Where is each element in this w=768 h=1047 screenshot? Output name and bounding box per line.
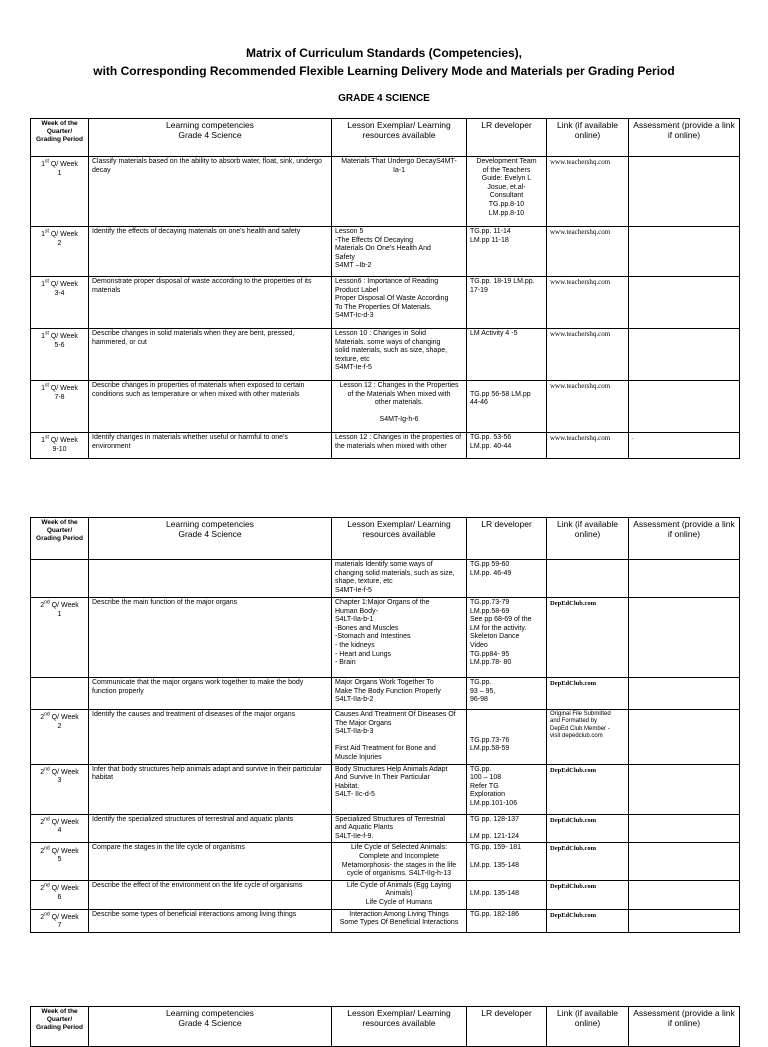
lesson-line: other materials.	[374, 399, 424, 407]
lesson-cell	[332, 909, 467, 933]
resource-link[interactable]: DepEdClub.com	[550, 766, 597, 774]
lesson-cell	[332, 277, 467, 329]
note-line: visit depedclub.com	[550, 732, 603, 739]
header-lr-developer: LR developer	[467, 119, 547, 157]
lesson-line: -Stomach and Intestines	[335, 633, 411, 641]
table-row	[31, 764, 740, 814]
header-competencies: Learning competencies Grade 4 Science	[89, 518, 332, 560]
lr-line: LM.pp.8-10	[488, 209, 525, 217]
lr-line	[470, 711, 543, 720]
week-cell	[31, 678, 89, 710]
lr-line: Video	[470, 641, 488, 649]
competency-cell: Infer that body structures help animals adapt and survive in their particular habitat	[89, 764, 332, 814]
resource-link[interactable]: DepEdClub.com	[550, 882, 597, 890]
link-cell[interactable]	[547, 880, 629, 909]
week-number: 5-6	[54, 341, 65, 349]
lesson-cell	[332, 843, 467, 880]
table-row	[31, 880, 740, 909]
lr-line: TG pp. 128-137	[470, 815, 520, 823]
lesson-line: Life Cycle of Animals (Egg Laying	[346, 881, 452, 889]
link-cell[interactable]	[547, 157, 629, 227]
lesson-line: Causes And Treatment Of Diseases Of	[335, 711, 456, 718]
lr-developer-cell	[467, 909, 547, 933]
lesson-cell	[332, 227, 467, 277]
competency-table-3	[30, 1006, 740, 1047]
lesson-line: Materials On One's Health And	[335, 245, 431, 253]
resource-link[interactable]: www.teachershq.com	[550, 158, 611, 166]
lr-line: 100 – 108	[470, 774, 502, 782]
lr-line: TG.pp 59-60	[470, 561, 510, 568]
lesson-line: Metamorphosis- the stages in the life	[341, 861, 457, 869]
link-cell[interactable]	[547, 678, 629, 710]
lr-line: 96-98	[470, 696, 488, 704]
lesson-line: Make The Body Function Properly	[335, 687, 441, 695]
note-line: Original File Submitted	[550, 711, 611, 717]
competency-cell: Identify changes in materials whether useful or harmful to one's environment	[89, 433, 332, 459]
resource-link[interactable]: www.teachershq.com	[550, 278, 611, 286]
note-line: and Formatted by	[550, 718, 598, 725]
week-number: 6	[57, 893, 62, 901]
lr-line	[470, 882, 543, 891]
week-number: 7-8	[54, 393, 65, 401]
lesson-line: S4MT-Ig-h-6	[379, 416, 419, 424]
link-cell	[547, 560, 629, 598]
week-cell	[31, 560, 89, 598]
week-cell	[31, 909, 89, 933]
lesson-line: Interaction Among Living Things	[349, 910, 449, 918]
table-row	[31, 227, 740, 277]
resource-link[interactable]: www.teachershq.com	[550, 228, 611, 236]
lr-line: TG.pp.73-79	[470, 599, 510, 606]
week-label: 2nd Q/ Week	[40, 845, 79, 855]
lesson-line: Habitat.	[335, 782, 360, 790]
table-row	[31, 598, 740, 678]
week-number: 5	[57, 856, 62, 864]
lr-line: LM.pp.58-59	[470, 745, 510, 753]
lesson-line: Life Cycle of Humans	[365, 898, 433, 906]
lr-line: TG.pp.73-76	[470, 736, 510, 744]
competency-cell: Describe changes in solid materials when they are bent, pressed, hammered, or cut	[89, 329, 332, 381]
lesson-line: materials Identify some ways of	[335, 561, 433, 568]
lesson-line: - Heart and Lungs	[335, 650, 392, 658]
lesson-line: S4LT-IIa-b-2	[335, 696, 374, 704]
lr-line: TG.pp. 18-19 LM.pp.	[470, 278, 535, 285]
competency-table-2	[30, 517, 740, 933]
lesson-line: First Aid Treatment for Bone and	[335, 745, 436, 753]
header-week: Week of the Quarter/ Grading Period	[31, 1007, 89, 1047]
assessment-cell	[629, 814, 740, 843]
lesson-line: Chapter 1:Major Organs of the	[335, 599, 430, 606]
assessment-cell	[629, 710, 740, 765]
lr-line: Guide: Evelyn L	[481, 175, 532, 183]
week-cell	[31, 227, 89, 277]
week-label: 2nd Q/ Week	[40, 600, 79, 610]
assessment-cell	[629, 843, 740, 880]
lesson-cell	[332, 433, 467, 459]
lesson-line: -Bones and Muscles	[335, 624, 399, 632]
link-cell[interactable]	[547, 764, 629, 814]
lr-line: TG.pp. 182-186	[470, 910, 520, 918]
header-competencies: Learning competencies Grade 4 Science	[89, 1007, 332, 1047]
lesson-cell	[332, 814, 467, 843]
lr-line: LM.pp.101-106	[470, 799, 518, 807]
table-row	[31, 560, 740, 598]
week-label: 1st Q/ Week	[41, 159, 78, 169]
resource-link[interactable]: DepEdClub.com	[550, 845, 597, 853]
week-cell	[31, 157, 89, 227]
lr-developer-cell	[467, 598, 547, 678]
lesson-line: The Major Organs	[335, 719, 392, 727]
lesson-line: - Brain	[335, 659, 356, 667]
week-cell	[31, 329, 89, 381]
lesson-cell	[332, 710, 467, 765]
competency-cell: Describe the main function of the major organs	[89, 598, 332, 678]
week-label: 1st Q/ Week	[41, 383, 78, 393]
assessment-cell	[629, 678, 740, 710]
week-number: 9-10	[52, 445, 67, 453]
week-number: 2	[57, 239, 62, 247]
week-label: 1st Q/ Week	[41, 435, 78, 445]
lesson-line: S4MT-Ic-d-3	[335, 312, 374, 320]
table-row	[31, 329, 740, 381]
lesson-line: Lesson 12 : Changes in the properties of	[335, 434, 462, 441]
week-cell	[31, 764, 89, 814]
lesson-line: - the kidneys	[335, 641, 375, 649]
lr-developer-cell	[467, 843, 547, 880]
lr-line: Skeleton Dance	[470, 633, 520, 641]
lesson-line: Lesson 10 : Changes in Solid	[335, 330, 427, 337]
link-cell[interactable]	[547, 433, 629, 459]
lr-line: TG.pp.	[470, 765, 492, 773]
lr-line: Development Team	[476, 158, 537, 165]
lr-developer-cell	[467, 764, 547, 814]
table-row	[31, 277, 740, 329]
lesson-line: Ia-1	[392, 166, 406, 174]
link-cell	[547, 710, 629, 765]
week-label: 2nd Q/ Week	[40, 882, 79, 893]
week-label: 2nd Q/ Week	[40, 766, 79, 776]
competency-cell: Identify the causes and treatment of diseases of the major organs	[89, 710, 332, 765]
assessment-cell	[629, 277, 740, 329]
lr-line: LM.pp 11-18	[470, 236, 509, 244]
assessment-cell	[629, 909, 740, 933]
week-cell	[31, 880, 89, 909]
week-label: 2nd Q/ Week	[40, 816, 79, 826]
lesson-line: Some Types Of Beneficial Interactions	[339, 919, 459, 927]
lr-line: LM.pp.78- 80	[470, 659, 512, 667]
assessment-cell	[629, 157, 740, 227]
link-cell[interactable]	[547, 227, 629, 277]
lesson-line: Life Cycle of Selected Animals:	[350, 844, 448, 852]
assessment-cell	[629, 381, 740, 433]
lesson-line: Materials That Undergo DecayS4MT-	[341, 158, 457, 165]
header-lesson: Lesson Exemplar/ Learning resources available	[332, 119, 467, 157]
week-number: 4	[57, 827, 62, 835]
lr-line	[470, 853, 543, 862]
assessment-cell	[629, 560, 740, 598]
lesson-line: Materials. some ways of changing	[335, 338, 441, 346]
lesson-line: the materials when mixed with other	[335, 442, 447, 450]
header-competencies: Learning competencies Grade 4 Science	[89, 119, 332, 157]
resource-link[interactable]: DepEdClub.com	[550, 816, 597, 824]
week-cell	[31, 814, 89, 843]
lesson-line: shape, texture, etc	[335, 578, 393, 586]
lesson-cell	[332, 329, 467, 381]
header-week: Week of the Quarter/ Grading Period	[31, 518, 89, 560]
lesson-line: texture, etc	[335, 355, 370, 363]
lesson-cell	[332, 764, 467, 814]
lr-developer-cell	[467, 560, 547, 598]
link-cell[interactable]	[547, 277, 629, 329]
table-row	[31, 381, 740, 433]
lesson-line: and Aquatic Plants	[335, 824, 393, 832]
grade-heading: GRADE 4 SCIENCE	[338, 93, 430, 104]
lesson-cell	[332, 157, 467, 227]
lesson-line: Proper Disposal Of Waste According	[335, 295, 449, 303]
week-label: 2nd Q/ Week	[40, 911, 79, 921]
lr-line	[470, 728, 543, 737]
lr-line: Josue, et.al-	[487, 183, 526, 191]
lr-line: 17-19	[470, 286, 488, 294]
lr-line: TG.pp. 159- 181	[470, 844, 521, 852]
header-lesson: Lesson Exemplar/ Learning resources available	[332, 518, 467, 560]
header-assessment: Assessment (provide a link if online)	[629, 119, 740, 157]
lesson-cell	[332, 880, 467, 909]
resource-link[interactable]: DepEdClub.com	[550, 680, 597, 687]
note-line: DepEd Club Member -	[550, 725, 610, 732]
lesson-line: Body Structures Help Animals Adapt	[335, 765, 448, 773]
week-number: 1	[57, 169, 62, 177]
table-row	[31, 678, 740, 710]
lesson-line: solid materials, such as size, shape,	[335, 347, 448, 355]
week-cell	[31, 381, 89, 433]
week-number: 7	[57, 922, 62, 930]
assessment-cell	[629, 764, 740, 814]
header-link: Link (if available online)	[547, 119, 629, 157]
lr-line: LM Activity 4 -5	[470, 330, 518, 337]
link-cell[interactable]	[547, 843, 629, 880]
link-cell[interactable]	[547, 814, 629, 843]
lr-line: 44-46	[470, 399, 488, 407]
lr-developer-cell	[467, 157, 547, 227]
competency-cell: Describe changes in properties of materials when exposed to certain conditions such as temperature or when mixed with other materials	[89, 381, 332, 433]
header-link: Link (if available online)	[547, 1007, 629, 1047]
lr-line: LM.pp. 40-44	[470, 442, 512, 450]
document-title-line1: Matrix of Curriculum Standards (Competencies),	[245, 46, 523, 60]
lesson-line: -The Effects Of Decaying	[335, 236, 414, 244]
lr-line: Refer TG	[470, 782, 499, 790]
lr-developer-cell	[467, 814, 547, 843]
competency-cell: Identify the effects of decaying materials on one's health and safety	[89, 227, 332, 277]
header-lr-developer: LR developer	[467, 1007, 547, 1047]
link-cell[interactable]	[547, 329, 629, 381]
lesson-line: Muscle Injuries	[335, 753, 382, 761]
lesson-line: S4LT-IIe-f-9.	[335, 832, 374, 840]
competency-table-1	[30, 118, 740, 459]
header-lesson: Lesson Exemplar/ Learning resources available	[332, 1007, 467, 1047]
lr-line: LM.pp. 135-148	[470, 890, 520, 898]
lesson-line: Lesson 5	[335, 228, 364, 235]
lesson-line: Product Label	[335, 286, 379, 294]
lr-developer-cell	[467, 381, 547, 433]
lr-line: TG.pp.	[470, 679, 492, 686]
lesson-line: of the Materials When mixed with	[347, 390, 451, 398]
lesson-line: cycle of organisms. S4LT-IIg-h-13	[346, 870, 452, 878]
lr-line: Consultant	[489, 192, 524, 200]
lesson-cell	[332, 678, 467, 710]
week-label: 1st Q/ Week	[41, 331, 78, 341]
competency-cell: Classify materials based on the ability to absorb water, float, sink, undergo decay	[89, 157, 332, 227]
lr-line: TG.pp.8-10	[488, 200, 525, 208]
lesson-line	[335, 408, 463, 417]
resource-link[interactable]: www.teachershq.com	[550, 434, 611, 442]
competency-cell	[89, 560, 332, 598]
lesson-line: S4MT –Ib-2	[335, 262, 372, 270]
link-cell[interactable]	[547, 598, 629, 678]
resource-link[interactable]: www.teachershq.com	[550, 330, 611, 338]
lr-line: Exploration	[470, 791, 506, 799]
lr-line: TG.pp 56-58 LM.pp	[470, 390, 531, 398]
header-week: Week of the Quarter/ Grading Period	[31, 119, 89, 157]
lesson-line: To The Properties Of Materials.	[335, 303, 432, 311]
lr-line	[470, 824, 543, 833]
table-row	[31, 814, 740, 843]
lr-line	[470, 382, 543, 391]
lr-line: TG.pp84- 95	[470, 650, 510, 658]
lesson-cell	[332, 560, 467, 598]
document-title-line2: with Corresponding Recommended Flexible Learning Delivery Mode and Materials per Grading Period	[93, 64, 675, 78]
assessment-cell	[629, 227, 740, 277]
table-row	[31, 710, 740, 765]
table-row	[31, 843, 740, 880]
competency-cell: Communicate that the major organs work together to make the body function properly	[89, 678, 332, 710]
lesson-line	[335, 737, 463, 746]
table-header-row	[31, 518, 740, 560]
lesson-line: S4LT- IIc-d-5	[335, 791, 375, 799]
lesson-line: S4LT-IIa-b-1	[335, 616, 374, 624]
assessment-cell	[629, 880, 740, 909]
header-link: Link (if available online)	[547, 518, 629, 560]
lesson-line: Complete and Incomplete	[359, 852, 439, 860]
lr-developer-cell	[467, 277, 547, 329]
lesson-line: S4LT-IIa-b-3	[335, 728, 374, 736]
lr-line: LM for the activity.	[470, 624, 527, 632]
assessment-cell: .	[629, 433, 740, 459]
week-label: 2nd Q/ Week	[40, 712, 79, 722]
week-cell	[31, 598, 89, 678]
header-assessment: Assessment (provide a link if online)	[629, 1007, 740, 1047]
competency-cell: Demonstrate proper disposal of waste according to the properties of its materials	[89, 277, 332, 329]
lesson-line: Safety	[335, 253, 355, 261]
week-number: 2	[57, 722, 62, 730]
competency-cell: Compare the stages in the life cycle of organisms	[89, 843, 332, 880]
assessment-cell	[629, 598, 740, 678]
resource-link[interactable]: DepEdClub.com	[550, 600, 597, 607]
resource-link[interactable]: DepEdClub.com	[550, 911, 597, 919]
lr-developer-cell	[467, 710, 547, 765]
week-cell	[31, 710, 89, 765]
lr-line: LM pp. 121-124	[470, 832, 520, 840]
lr-line: TG.pp. 11-14	[470, 228, 511, 235]
lesson-cell	[332, 598, 467, 678]
competency-cell: Identify the specialized structures of terrestrial and aquatic plants	[89, 814, 332, 843]
lr-line: LM.pp.58-69	[470, 607, 510, 615]
lr-line: See pp 68-69 of the	[470, 616, 532, 624]
lesson-line: Major Organs Work Together To	[335, 679, 434, 686]
week-number: 1	[57, 610, 62, 618]
header-assessment: Assessment (provide a link if online)	[629, 518, 740, 560]
table-header-row	[31, 119, 740, 157]
table-row	[31, 157, 740, 227]
lesson-line: Animals)	[385, 890, 413, 898]
link-cell[interactable]	[547, 381, 629, 433]
lr-developer-cell	[467, 880, 547, 909]
table-row	[31, 909, 740, 933]
lr-line: 93 – 95,	[470, 687, 496, 695]
competency-cell: Describe the effect of the environment on the life cycle of organisms	[89, 880, 332, 909]
lr-developer-cell	[467, 678, 547, 710]
lesson-line: Specialized Structures of Terrestrial	[335, 815, 445, 823]
lr-line: of the Teachers	[482, 166, 531, 174]
lesson-cell	[332, 381, 467, 433]
lr-line: LM.pp. 46-49	[470, 569, 512, 577]
assessment-cell	[629, 329, 740, 381]
week-cell	[31, 433, 89, 459]
header-lr-developer: LR developer	[467, 518, 547, 560]
lesson-line: And Survive In Their Particular	[335, 774, 430, 782]
week-number: 3-4	[54, 289, 65, 297]
table-row	[31, 433, 740, 459]
lesson-line: Lesson6 : Importance of Reading	[335, 278, 439, 285]
lesson-line: Lesson 12 : Changes in the Properties	[339, 382, 459, 389]
lr-line: LM.pp. 135-148	[470, 861, 520, 869]
link-cell[interactable]	[547, 909, 629, 933]
lr-developer-cell	[467, 433, 547, 459]
lesson-line: Human Body-	[335, 607, 378, 615]
week-label: 1st Q/ Week	[41, 229, 78, 239]
lesson-line: S4MT-Ie-f-5	[335, 586, 372, 594]
table-header-row	[31, 1007, 740, 1047]
week-cell	[31, 277, 89, 329]
competency-cell: Describe some types of beneficial interactions among living things	[89, 909, 332, 933]
week-number: 3	[57, 777, 62, 785]
lr-developer-cell	[467, 329, 547, 381]
lr-line: TG.pp. 53-56	[470, 434, 512, 441]
lesson-line: S4MT-Ie-f-5	[335, 364, 372, 372]
week-label: 1st Q/ Week	[41, 279, 78, 289]
lr-developer-cell	[467, 227, 547, 277]
lesson-line: changing solid materials, such as size,	[335, 569, 455, 577]
resource-link[interactable]: www.teachershq.com	[550, 382, 611, 390]
week-cell	[31, 843, 89, 880]
lr-line	[470, 720, 543, 729]
